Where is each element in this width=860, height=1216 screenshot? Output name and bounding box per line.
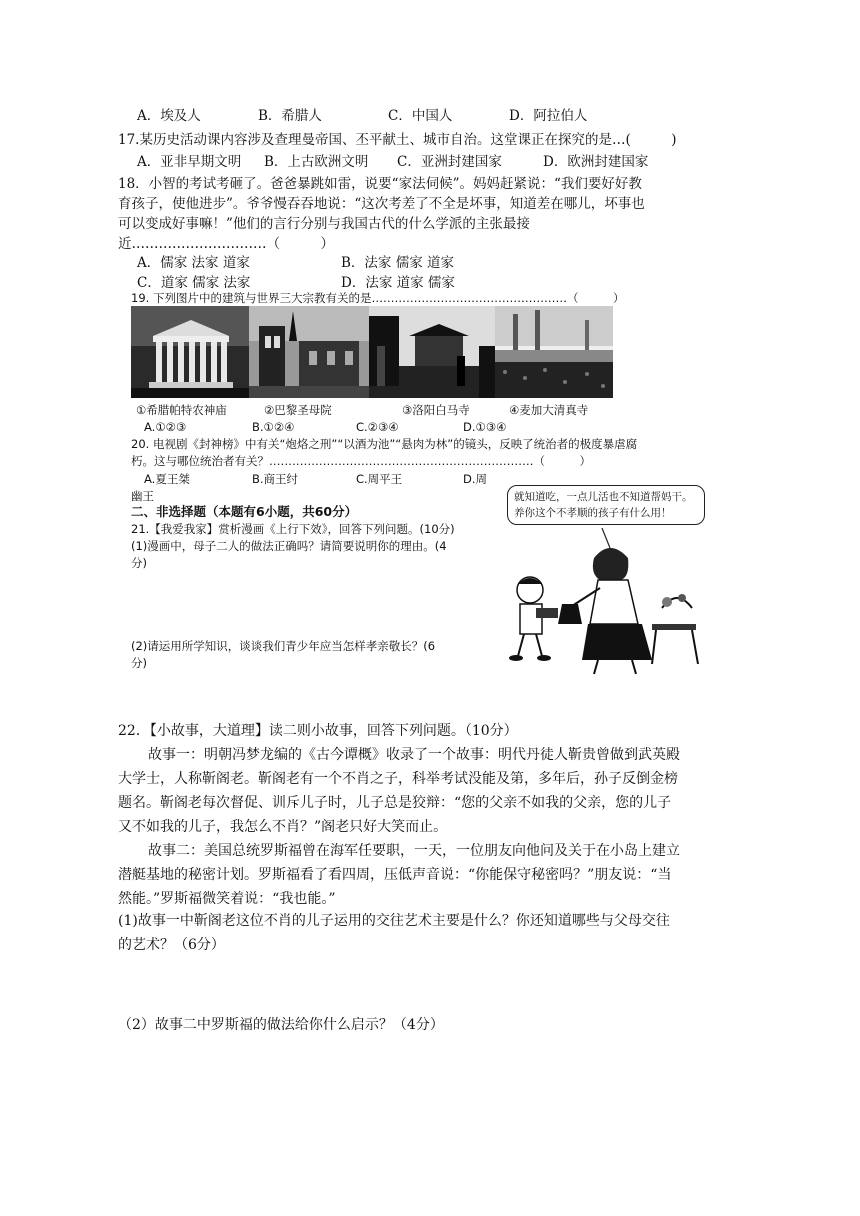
caption-mecca-mosque: ④麦加大清真寺 xyxy=(509,403,589,417)
q16-option-a: A．埃及人 xyxy=(137,108,201,124)
caption-parthenon: ①希腊帕特农神庙 xyxy=(136,403,227,417)
q17-stem: 17.某历史活动课内容涉及查理曼帝国、丕平献土、城市自治。这堂课正在探究的是…( ) xyxy=(118,132,677,148)
q21-part1-line2: 分) xyxy=(131,556,147,570)
q22-part1-line2: 的艺术？（6分） xyxy=(118,937,225,953)
q22-stem: 22．【小故事，大道理】读二则小故事，回答下列问题。（10分） xyxy=(118,723,518,739)
q22-story1-line3: 题名。靳阁老每次督促、训斥儿子时，儿子总是狡辩：“您的父亲不如我的父亲，您的儿子 xyxy=(118,795,672,811)
q18-stem-line4: 近…………………………（ ） xyxy=(118,236,334,252)
q22-part1-line1: (1)故事一中靳阁老这位不肖的儿子运用的交往艺术主要是什么？你还知道哪些与父母交往 xyxy=(118,913,670,929)
q20-option-a: A.夏王桀 xyxy=(144,472,190,486)
q22-story1-line4: 又不如我的儿子，我怎么不肖？”阁老只好大笑而止。 xyxy=(118,819,448,835)
q20-option-c: C.周平王 xyxy=(356,472,403,486)
q16-option-b: B．希腊人 xyxy=(258,108,322,124)
q18-stem-line1: 18．小智的考试考砸了。爸爸暴跳如雷，说要“家法伺候”。妈妈赶紧说：“我们要好好教 xyxy=(118,176,642,192)
q20-stem-line1: 20. 电视剧《封神榜》中有关“炮烙之刑”“以酒为池”“悬肉为林”的镜头，反映了统治者的极度暴虐腐 xyxy=(131,437,638,451)
q19-stem: 19. 下列图片中的建筑与世界三大宗教有关的是……………………………………………（ ） xyxy=(131,291,625,305)
q22-story2-line1: 故事二：美国总统罗斯福曾在海军任要职，一天，一位朋友向他问及关于在小岛上建立 xyxy=(148,843,680,859)
caption-white-horse-temple: ③洛阳白马寺 xyxy=(402,403,470,417)
section2-heading: 二、非选择题（本题有6小题，共60分） xyxy=(131,504,358,519)
q18-stem-line3: 可以变成好事嘛！”他们的言行分别与我国古代的什么学派的主张最接 xyxy=(118,216,530,232)
q21-part2-line2: 分) xyxy=(131,656,147,670)
q19-option-a: A.①②③ xyxy=(144,420,187,434)
q22-story1-line2: 大学士，人称靳阁老。靳阁老有一个不肖之子，科举考试没能及第，多年后，孙子反倒金榜 xyxy=(118,771,678,787)
white-horse-temple-photo xyxy=(369,306,495,398)
q18-option-a: A．儒家 法家 道家 xyxy=(137,255,250,271)
mecca-mosque-photo xyxy=(495,306,613,398)
notre-dame-photo xyxy=(249,306,369,398)
q20-stem-line2: 朽。这与哪位统治者有关？……………………………………………………………（ ） xyxy=(131,454,591,468)
q18-option-c: C．道家 儒家 法家 xyxy=(137,275,251,291)
comic-speech-bubble: 就知道吃，一点儿活也不知道帮妈干。养你这个不孝顺的孩子有什么用！ xyxy=(507,485,705,525)
q22-part2: （2）故事二中罗斯福的做法给你什么启示？（4分） xyxy=(118,1017,444,1033)
q20-option-d: D.周 xyxy=(463,472,488,486)
q19-option-d: D.①③④ xyxy=(463,420,507,434)
q21-stem: 21.【我爱我家】赏析漫画《上行下效》，回答下列问题。(10分) xyxy=(131,522,455,536)
q20-option-b: B.商王纣 xyxy=(252,472,299,486)
q16-option-c: C．中国人 xyxy=(388,108,453,124)
q16-option-d: D．阿拉伯人 xyxy=(509,108,588,124)
q19-option-b: B.①②④ xyxy=(252,420,295,434)
q20-option-d-continued: 幽王 xyxy=(131,489,154,503)
parthenon-photo xyxy=(131,306,249,398)
q22-story2-line2: 潜艇基地的秘密计划。罗斯福看了看四周，压低声音说：“你能保守秘密吗？”朋友说：“当 xyxy=(118,867,672,883)
comic-mother-and-son xyxy=(502,528,712,678)
caption-notre-dame: ②巴黎圣母院 xyxy=(264,403,332,417)
q17-option-c: C．亚洲封建国家 xyxy=(397,154,502,170)
q21-part1-line1: (1)漫画中，母子二人的做法正确吗？请简要说明你的理由。(4 xyxy=(131,539,447,553)
q17-option-a: A．亚非早期文明 xyxy=(137,154,242,170)
q22-story1-line1: 故事一：明朝冯梦龙编的《古今谭概》收录了一个故事：明代丹徒人靳贵曾做到武英殿 xyxy=(148,747,680,763)
q19-option-c: C.②③④ xyxy=(356,420,399,434)
q17-option-b: B．上古欧洲文明 xyxy=(264,154,369,170)
q22-story2-line3: 然能。”罗斯福微笑着说：“我也能。” xyxy=(118,891,336,907)
q21-part2-line1: (2)请运用所学知识，谈谈我们青少年应当怎样孝亲敬长？(6 xyxy=(131,639,436,653)
q18-option-d: D．法家 道家 儒家 xyxy=(341,275,455,291)
q17-option-d: D．欧洲封建国家 xyxy=(543,154,649,170)
q18-stem-line2: 育孩子，使他进步”。爷爷慢吞吞地说：“这次考差了不全是坏事，知道差在哪儿，坏事也 xyxy=(118,196,645,212)
q18-option-b: B．法家 儒家 道家 xyxy=(341,255,455,271)
